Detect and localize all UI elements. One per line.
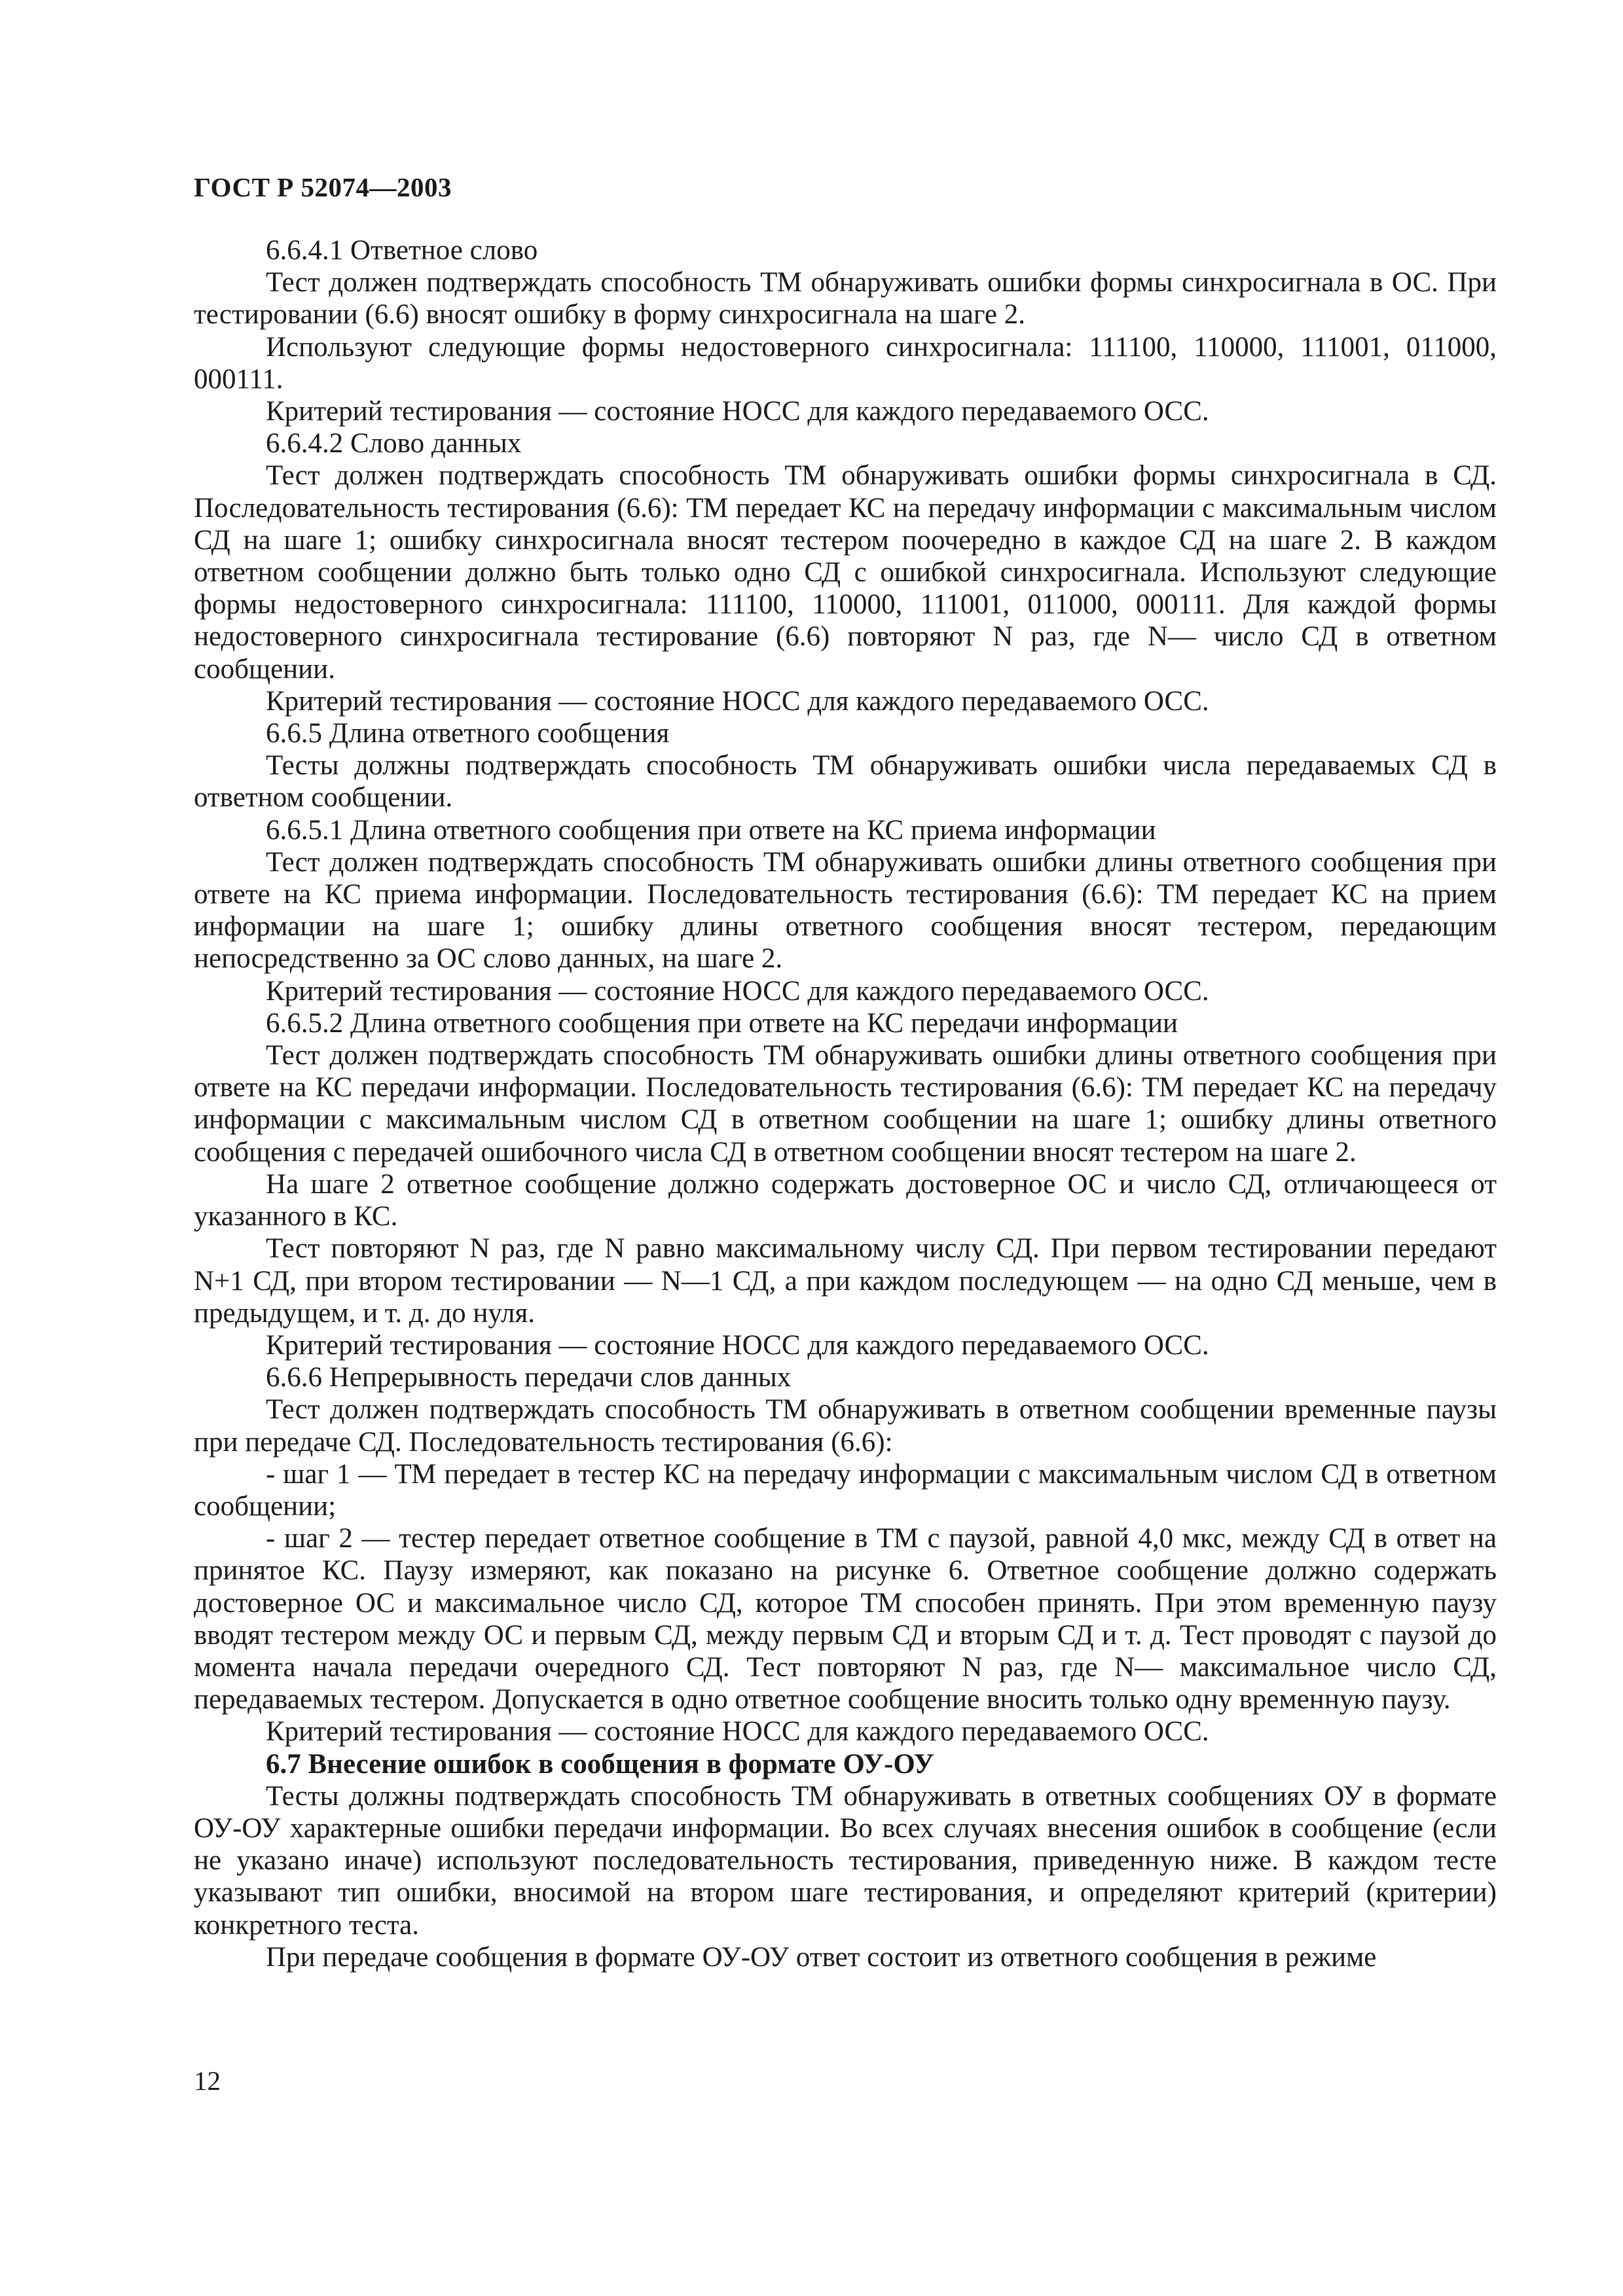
paragraph: Тест должен подтверждать способность ТМ обнаруживать ошибки формы синхросигнала в СД. Последовательность тестирования (6.6): ТМ передает КС на передачу информации с максимальным числом СД на шаге 1; ошибку синхросигнала вносят тестером поочередно в каждое СД на шаге 2. В каждом ответном сообщении должно быть только одно СД с ошибкой синхросигнала. Используют следующие формы недостоверного синхросигнала: 111100, 110000, 111001, 011000, 000111. Для каждой формы недостоверного синхросигнала тестирование (6.6) повторяют N раз, где N— число СД в ответном сообщении. xyxy=(194,460,1497,685)
criterion-paragraph: Критерий тестирования — состояние НОСС для каждого передаваемого ОСС. xyxy=(266,975,1209,1007)
criterion-paragraph: Критерий тестирования — состояние НОСС для каждого передаваемого ОСС. xyxy=(266,396,1209,427)
page-body xyxy=(194,234,1497,1973)
page-number: 12 xyxy=(194,2066,221,2096)
section-heading-6-6-5-1: 6.6.5.1 Длина ответного сообщения при ответе на КС приема информации xyxy=(266,814,1156,846)
section-heading-6-6-5: 6.6.5 Длина ответного сообщения xyxy=(266,718,670,749)
paragraph: На шаге 2 ответное сообщение должно содержать достоверное ОС и число СД, отличающееся от указанного в КС. xyxy=(194,1168,1497,1232)
paragraph: Используют следующие формы недостоверного синхросигнала: 111100, 110000, 111001, 011000, 000111. xyxy=(194,331,1497,395)
paragraph: Тест должен подтверждать способность ТМ обнаруживать ошибки длины ответного сообщения при ответе на КС приема информации. Последовательность тестирования (6.6): ТМ передает КС на прием информации на шаге 1; ошибку длины ответного сообщения вносят тестером, передающим непосредственно за ОС слово данных, на шаге 2. xyxy=(194,846,1497,975)
section-heading-6-6-5-2: 6.6.5.2 Длина ответного сообщения при ответе на КС передачи информации xyxy=(266,1007,1178,1039)
list-item-step-1: - шаг 1 — ТМ передает в тестер КС на передачу информации с максимальным числом СД в ответном сообщении; xyxy=(194,1458,1497,1522)
paragraph: Тесты должны подтверждать способность ТМ обнаруживать ошибки числа передаваемых СД в ответном сообщении. xyxy=(194,750,1497,814)
criterion-paragraph: Критерий тестирования — состояние НОСС для каждого передаваемого ОСС. xyxy=(266,1329,1209,1361)
list-item-step-2: - шаг 2 — тестер передает ответное сообщение в ТМ с паузой, равной 4,0 мкс, между СД в ответ на принятое КС. Паузу измеряют, как показано на рисунке 6. Ответное сообщение должно содержать достоверное ОС и максимальное число СД, которое ТМ способен принять. При этом временную паузу вводят тестером между ОС и первым СД, между первым СД и вторым СД и т. д. Тест проводят с паузой до момента начала передачи очередного СД. Тест повторяют N раз, где N— максимальное число СД, передаваемых тестером. Допускается в одно ответное сообщение вносить только одну временную паузу. xyxy=(194,1523,1497,1715)
paragraph: Тест повторяют N раз, где N равно максимальному числу СД. При первом тестировании передают N+1 СД, при втором тестировании — N—1 СД, а при каждом последующем — на одно СД меньше, чем в предыдущем, и т. д. до нуля. xyxy=(194,1233,1497,1329)
section-heading-6-7: 6.7 Внесение ошибок в сообщения в формате ОУ-ОУ xyxy=(266,1748,935,1780)
criterion-paragraph: Критерий тестирования — состояние НОСС для каждого передаваемого ОСС. xyxy=(266,685,1209,717)
section-heading-6-6-4-1: 6.6.4.1 Ответное слово xyxy=(266,235,538,266)
paragraph: Тесты должны подтверждать способность ТМ обнаруживать в ответных сообщениях ОУ в формате ОУ-ОУ характерные ошибки передачи информации. Во всех случаях внесения ошибок в сообщение (если не указано иначе) используют последовательность тестирования, приведенную ниже. В каждом тесте указывают тип ошибки, вносимой на втором шаге тестирования, и определяют критерий (критерии) конкретного теста. xyxy=(194,1780,1497,1941)
paragraph: Тест должен подтверждать способность ТМ обнаруживать ошибки формы синхросигнала в ОС. При тестировании (6.6) вносят ошибку в форму синхросигнала на шаге 2. xyxy=(194,267,1497,331)
paragraph: Тест должен подтверждать способность ТМ обнаруживать ошибки длины ответного сообщения при ответе на КС передачи информации. Последовательность тестирования (6.6): ТМ передает КС на передачу информации с максимальным числом СД в ответном сообщении на шаге 1; ошибку длины ответного сообщения с передачей ошибочного числа СД в ответном сообщении вносят тестером на шаге 2. xyxy=(194,1040,1497,1168)
section-heading-6-6-6: 6.6.6 Непрерывность передачи слов данных xyxy=(266,1362,792,1393)
criterion-paragraph: Критерий тестирования — состояние НОСС для каждого передаваемого ОСС. xyxy=(266,1716,1209,1748)
paragraph: При передаче сообщения в формате ОУ-ОУ ответ состоит из ответного сообщения в режиме xyxy=(266,1941,1377,1973)
paragraph: Тест должен подтверждать способность ТМ обнаруживать в ответном сообщении временные паузы при передаче СД. Последовательность тестирования (6.6): xyxy=(194,1394,1497,1458)
section-heading-6-6-4-2: 6.6.4.2 Слово данных xyxy=(266,428,522,459)
document-header: ГОСТ Р 52074—2003 xyxy=(194,172,452,202)
